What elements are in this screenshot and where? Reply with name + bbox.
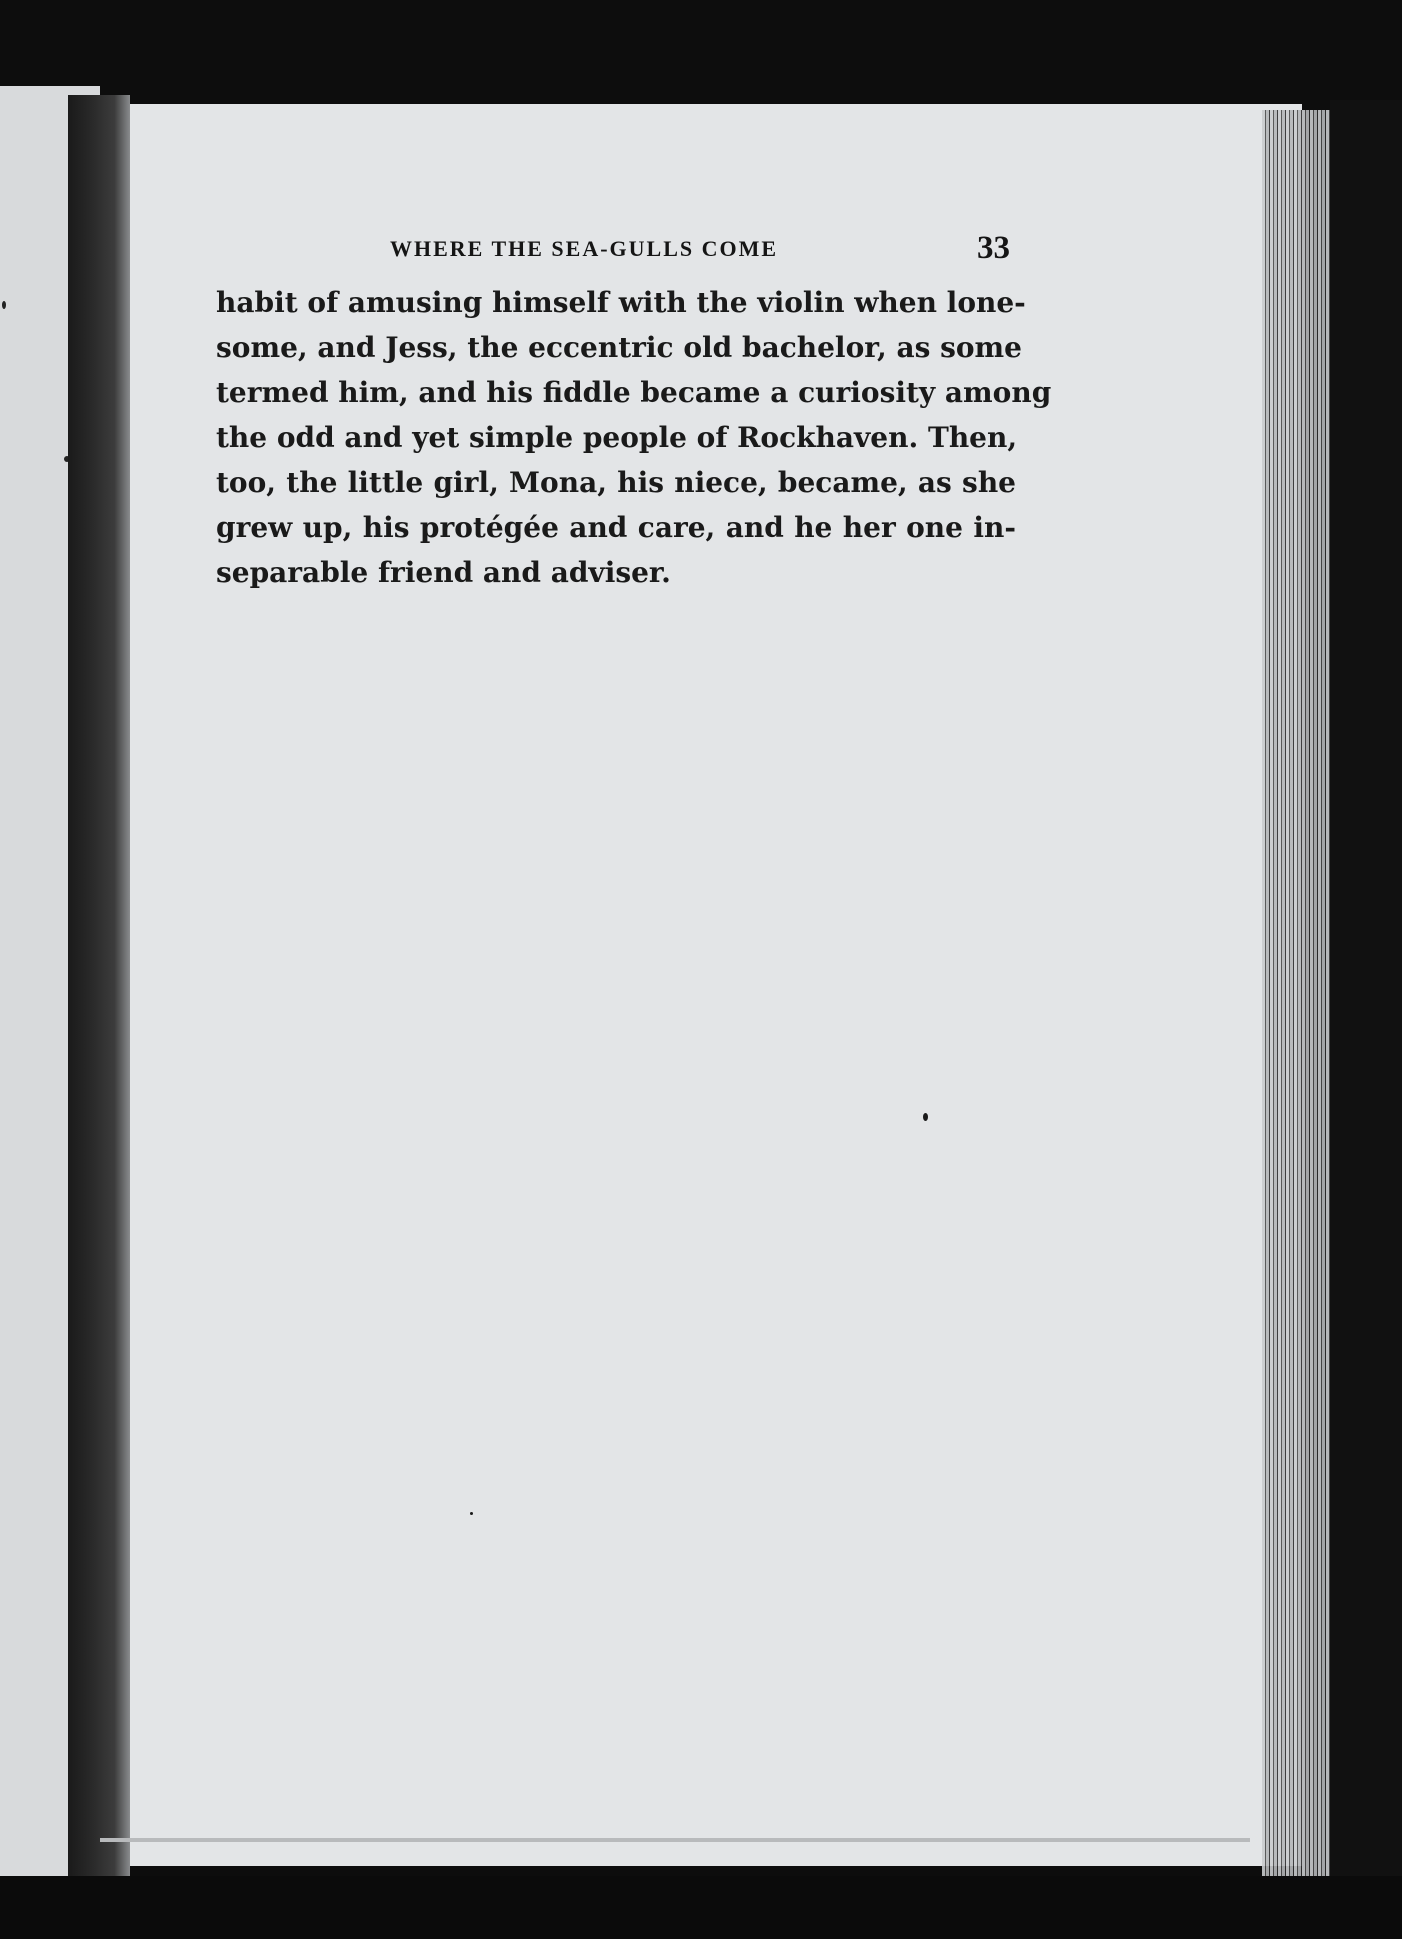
text-line: some, and Jess, the eccentric old bachelor, as some bbox=[216, 331, 1022, 364]
speck bbox=[470, 1512, 473, 1515]
text-line: too, the little girl, Mona, his niece, became, as she bbox=[216, 466, 1016, 499]
text-line: termed him, and his fiddle became a curiosity among bbox=[216, 376, 1052, 409]
running-header bbox=[390, 230, 1010, 270]
page-bottom-edge bbox=[100, 1838, 1250, 1842]
text-line: habit of amusing himself with the violin when lone- bbox=[216, 286, 1026, 319]
running-title: WHERE THE SEA-GULLS COME bbox=[390, 236, 779, 261]
body-paragraph bbox=[216, 280, 1052, 595]
book-gutter bbox=[68, 95, 130, 1895]
page-number: 33 bbox=[977, 230, 1010, 266]
text-line: separable friend and adviser. bbox=[216, 556, 671, 589]
text-line: the odd and yet simple people of Rockhaven. Then, bbox=[216, 421, 1018, 454]
bottom-shadow bbox=[0, 1876, 1402, 1939]
text-line: grew up, his protégée and care, and he her one in- bbox=[216, 511, 1016, 544]
speck bbox=[923, 1113, 928, 1121]
speck bbox=[2, 301, 6, 309]
page-edge-shadow bbox=[1330, 100, 1402, 1939]
